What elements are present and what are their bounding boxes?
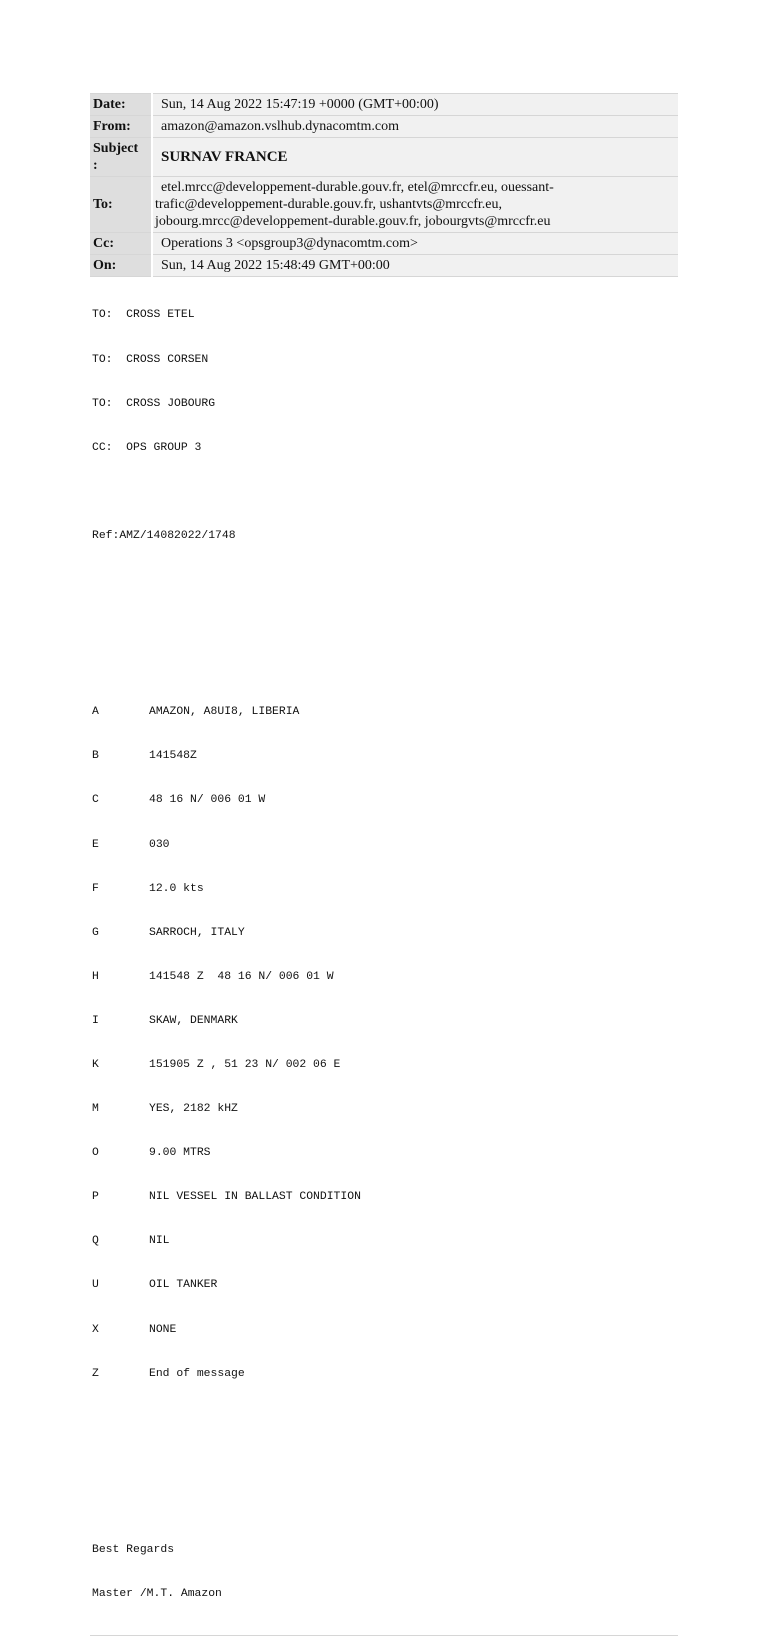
report-text: AMAZON, A8UI8, LIBERIA — [149, 706, 300, 719]
blank-line — [92, 1499, 678, 1514]
report-text: 12.0 kts — [149, 882, 204, 895]
to-row — [90, 177, 678, 233]
report-code: X — [92, 1323, 99, 1336]
to-recipients-line: trafic@developpement-durable.gouv.fr, ushantvts@mrccfr.eu, — [155, 197, 502, 212]
from-value: amazon@amazon.vslhub.dynacomtm.com — [152, 116, 678, 138]
report-code: F — [92, 882, 99, 895]
report-row — [92, 926, 678, 941]
email-printout — [90, 93, 678, 1636]
report-code: C — [92, 794, 99, 807]
report-list — [92, 676, 678, 1411]
blank-line — [92, 573, 678, 588]
report-text: NIL — [149, 1235, 170, 1248]
report-text: 141548 Z 48 16 N/ 006 01 W — [149, 970, 334, 983]
report-row — [92, 1102, 678, 1117]
subject-value: SURNAV FRANCE — [152, 138, 678, 177]
cc-label: Cc: — [90, 233, 152, 255]
report-row — [92, 1014, 678, 1029]
report-row — [92, 1146, 678, 1161]
report-row — [92, 1278, 678, 1293]
date-row — [90, 94, 678, 116]
subject-row — [90, 138, 678, 177]
on-label: On: — [90, 255, 152, 277]
report-text: SARROCH, ITALY — [149, 926, 245, 939]
report-row — [92, 1058, 678, 1073]
report-row — [92, 749, 678, 764]
report-code: A — [92, 706, 99, 719]
report-text: 141548Z — [149, 750, 197, 763]
report-code: E — [92, 838, 99, 851]
on-value: Sun, 14 Aug 2022 15:48:49 GMT+00:00 — [152, 255, 678, 277]
report-row — [92, 838, 678, 853]
to-recipients-line: etel.mrcc@developpement-durable.gouv.fr, etel@mrccfr.eu, ouessant- — [161, 180, 554, 195]
report-code: O — [92, 1147, 99, 1160]
report-row — [92, 882, 678, 897]
report-text: NONE — [149, 1323, 177, 1336]
addressee-line: TO: CROSS CORSEN — [92, 353, 209, 366]
report-text: 48 16 N/ 006 01 W — [149, 794, 266, 807]
report-code: P — [92, 1191, 99, 1204]
on-row — [90, 255, 678, 277]
signature-line: Master /M.T. Amazon — [92, 1588, 222, 1601]
from-row — [90, 116, 678, 138]
reference-line: Ref:AMZ/14082022/1748 — [92, 529, 236, 542]
report-code: Z — [92, 1367, 99, 1380]
report-row — [92, 793, 678, 808]
email-header-table — [90, 93, 678, 277]
report-row — [92, 1234, 678, 1249]
addressee-line: CC: OPS GROUP 3 — [92, 441, 202, 454]
report-text: 9.00 MTRS — [149, 1147, 211, 1160]
report-text: 151905 Z , 51 23 N/ 002 06 E — [149, 1059, 341, 1072]
blank-line — [92, 485, 678, 500]
from-label: From: — [90, 116, 152, 138]
report-code: B — [92, 750, 99, 763]
report-code: M — [92, 1103, 99, 1116]
subject-label-line1: Subject — [93, 141, 139, 156]
message-body — [92, 279, 678, 1631]
report-code: U — [92, 1279, 99, 1292]
report-code: I — [92, 1014, 99, 1027]
addressee-line: TO: CROSS JOBOURG — [92, 397, 216, 410]
addressee-line: TO: CROSS ETEL — [92, 309, 195, 322]
blank-line — [92, 617, 678, 632]
to-label: To: — [90, 177, 152, 233]
date-value: Sun, 14 Aug 2022 15:47:19 +0000 (GMT+00:00) — [152, 94, 678, 116]
cc-row — [90, 233, 678, 255]
blank-line — [92, 1455, 678, 1470]
subject-label-line2: : — [93, 158, 98, 173]
report-text: NIL VESSEL IN BALLAST CONDITION — [149, 1191, 361, 1204]
report-text: YES, 2182 kHZ — [149, 1103, 238, 1116]
report-row — [92, 705, 678, 720]
report-code: K — [92, 1059, 99, 1072]
report-row — [92, 1367, 678, 1382]
report-code: G — [92, 926, 99, 939]
report-row — [92, 1190, 678, 1205]
report-row — [92, 1323, 678, 1338]
report-code: H — [92, 970, 99, 983]
report-text: 030 — [149, 838, 170, 851]
cc-value: Operations 3 <opsgroup3@dynacomtm.com> — [152, 233, 678, 255]
subject-label — [90, 138, 152, 177]
closing-line: Best Regards — [92, 1544, 175, 1557]
to-value — [152, 177, 678, 233]
to-recipients-line: jobourg.mrcc@developpement-durable.gouv.fr, jobourgvts@mrccfr.eu — [155, 214, 551, 229]
report-text: OIL TANKER — [149, 1279, 218, 1292]
report-row — [92, 970, 678, 985]
report-text: End of message — [149, 1367, 245, 1380]
report-text: SKAW, DENMARK — [149, 1014, 238, 1027]
date-label: Date: — [90, 94, 152, 116]
report-code: Q — [92, 1235, 99, 1248]
